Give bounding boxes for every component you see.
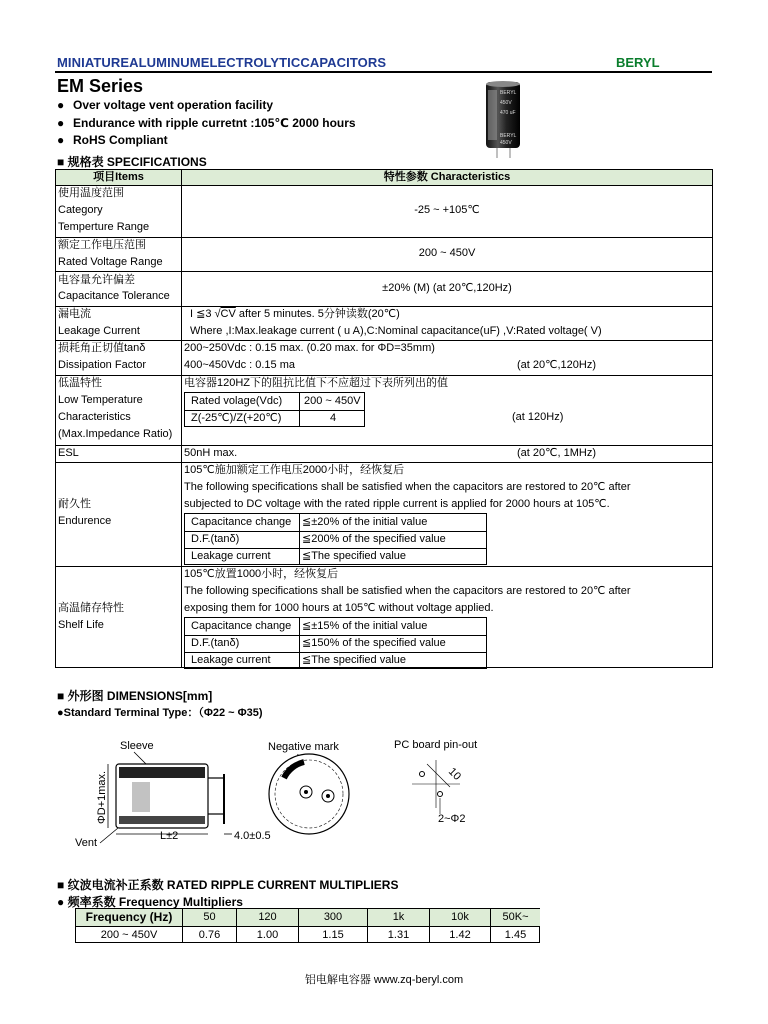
- shelf-note-2: exposing them for 1000 hours at 105℃ without voltage applied.: [184, 602, 494, 614]
- photo-voltage: 450V: [500, 100, 512, 106]
- lowtemp-header-rated: Rated volage(Vdc): [191, 395, 283, 407]
- column-divider: [181, 170, 182, 667]
- endurance-note-cn: 105℃施加额定工作电压2000小时，经恢复后: [184, 464, 405, 476]
- multiplier-value: 1.00: [256, 929, 279, 941]
- specifications-table: [55, 169, 713, 668]
- frequency-header: 120: [237, 909, 298, 926]
- specifications-heading: ■ 规格表 SPECIFICATIONS: [57, 155, 207, 169]
- endurance-row-value: ≦200% of the specified value: [302, 533, 446, 545]
- bullet-icon: ●: [57, 98, 65, 112]
- leakage-formula-b: CV: [220, 308, 236, 320]
- leakage-formula: [190, 306, 400, 323]
- frequency-table: [75, 908, 540, 943]
- lowtemp-ratio-label: Z(-25℃)/Z(+20℃): [191, 412, 282, 424]
- multiplier-value: 1.42: [449, 929, 471, 941]
- multiplier-value: 1.45: [504, 929, 527, 941]
- shelf-label-cn: 高温储存特性: [58, 602, 124, 614]
- leakage-formula-c: after 5 minutes. 5分钟读数(20℃): [235, 308, 400, 320]
- dissipation-label: Dissipation Factor: [58, 359, 147, 371]
- shelf-subtable: [184, 617, 487, 669]
- tolerance-value: ±20% (M) (at 20℃,120Hz): [382, 282, 512, 294]
- endurance-label: Endurence: [58, 515, 112, 527]
- lowtemp-label-2: Characteristics: [58, 411, 131, 423]
- endurance-row-value: ≦The specified value: [302, 550, 406, 562]
- dissipation-condition: (at 20℃,120Hz): [517, 359, 596, 371]
- diameter-label: ΦD+1max.: [96, 770, 108, 824]
- dissipation-value-2: 400~450Vdc : 0.15 ma: [184, 359, 295, 371]
- negative-mark-label: Negative mark: [268, 741, 339, 753]
- frequency-header-label: Frequency (Hz): [76, 909, 182, 926]
- esl-condition: (at 20℃, 1MHz): [517, 447, 596, 459]
- lowtemp-label: Low Temperature: [58, 394, 143, 406]
- endurance-row-key: Leakage current: [191, 550, 271, 562]
- terminal-type: ●Standard Terminal Type：（Φ22 ~ Φ35): [57, 707, 263, 719]
- photo-brand-2: BERYL: [500, 133, 517, 139]
- lowtemp-subtable: [184, 392, 365, 427]
- voltage-label: Rated Voltage Range: [58, 256, 163, 268]
- photo-brand: BERYL: [500, 90, 517, 96]
- catalog-title: MINIATUREALUMINUMELECTROLYTICCAPACITORS: [57, 55, 387, 70]
- endurance-note-1: The following specifications shall be satisfied when the capacitors are restored to 20℃ after: [184, 481, 631, 493]
- feature-text: Over voltage vent operation facility: [73, 98, 274, 112]
- feature-item: [57, 98, 273, 112]
- frequency-header: 10k: [430, 909, 490, 926]
- capacitor-photo: [483, 80, 525, 160]
- footer-text: 铝电解电容器 www.zq-beryl.com: [304, 974, 464, 986]
- bullet-icon: ●: [57, 133, 65, 147]
- length-label: L±2: [160, 830, 179, 842]
- column-header-characteristics: 特性参数 Characteristics: [182, 170, 712, 185]
- esl-value: 50nH max.: [184, 447, 238, 459]
- dimensions-heading: ■ 外形图 DIMENSIONS[mm]: [57, 689, 213, 703]
- endurance-label-cn: 耐久性: [58, 498, 91, 510]
- shelf-label: Shelf Life: [58, 619, 104, 631]
- endurance-row-key: Capacitance change: [191, 516, 292, 528]
- leakage-label-cn: 漏电流: [58, 308, 91, 320]
- holes-label: 2~Φ2: [438, 813, 466, 825]
- multiplier-value: 0.76: [198, 929, 221, 941]
- dimension-drawing: [72, 734, 502, 854]
- voltage-label-cn: 额定工作电压范围: [58, 239, 146, 251]
- vent-label: Vent: [75, 837, 98, 849]
- tolerance-label-cn: 电容量允许偏差: [58, 274, 135, 286]
- voltage-value: 200 ~ 450V: [418, 247, 476, 259]
- multiplier-row-label: 200 ~ 450V: [100, 929, 158, 941]
- lowtemp-note: 电容器120HZ下的阻抗比值下不应超过下表所列出的值: [184, 377, 449, 389]
- header-divider: [55, 71, 712, 73]
- bullet-icon: ●: [57, 116, 65, 130]
- esl-label: ESL: [58, 447, 79, 459]
- sleeve-label: Sleeve: [120, 740, 154, 752]
- category-value: -25 ~ +105℃: [414, 204, 480, 216]
- endurance-note-2: subjected to DC voltage with the rated ripple current is applied for 2000 hours at 105℃.: [184, 498, 610, 510]
- feature-item: [57, 116, 356, 130]
- category-label-2: Temperture Range: [58, 221, 150, 233]
- lowtemp-label-3: (Max.Impedance Ratio): [58, 428, 173, 440]
- lowtemp-header-range: 200 ~ 450V: [304, 395, 361, 407]
- column-header-items: 项目Items: [56, 170, 181, 185]
- feature-text: Endurance with ripple curretnt :105℃ 2000 hours: [73, 116, 356, 130]
- shelf-row-value: ≦The specified value: [302, 654, 406, 666]
- photo-capacitance: 470 uF: [500, 110, 516, 116]
- lead-length-label: 4.0±0.5: [234, 830, 271, 842]
- lowtemp-label-cn: 低温特性: [58, 377, 102, 389]
- leakage-where: Where ,I:Max.leakage current ( u A),C:Nominal capacitance(uF) ,V:Rated voltage( V): [190, 325, 602, 337]
- multiplier-value: 1.15: [322, 929, 344, 941]
- endurance-row-key: D.F.(tanδ): [191, 533, 240, 545]
- lowtemp-ratio-value: 4: [329, 412, 337, 424]
- brand-name: BERYL: [616, 55, 660, 70]
- tolerance-label: Capacitance Tolerance: [58, 290, 170, 302]
- leakage-formula-a: I ≦3 √: [190, 308, 221, 320]
- pitch-label: 10: [445, 765, 464, 783]
- shelf-row-key: D.F.(tanδ): [191, 637, 240, 649]
- feature-text: RoHS Compliant: [73, 133, 168, 147]
- ripple-heading: ■ 纹波电流补正系数 RATED RIPPLE CURRENT MULTIPLIERS: [57, 878, 399, 892]
- shelf-row-key: Capacitance change: [191, 620, 292, 632]
- category-label: Category: [58, 204, 103, 216]
- shelf-row-key: Leakage current: [191, 654, 271, 666]
- dissipation-label-cn: 损耗角正切值tanδ: [58, 342, 146, 354]
- endurance-subtable: [184, 513, 487, 565]
- leakage-label: Leakage Current: [58, 325, 140, 337]
- shelf-row-value: ≦±15% of the initial value: [302, 620, 428, 632]
- frequency-multipliers-heading: ● 频率系数 Frequency Multipliers: [57, 895, 243, 909]
- lowtemp-condition: (at 120Hz): [512, 411, 564, 423]
- multiplier-value: 1.31: [387, 929, 410, 941]
- frequency-header: 50K~: [491, 909, 540, 926]
- dissipation-value-1: 200~250Vdc : 0.15 max. (0.20 max. for ΦD=35mm): [184, 342, 435, 354]
- frequency-header: 300: [299, 909, 367, 926]
- shelf-note-1: The following specifications shall be satisfied when the capacitors are restored to 20℃ after: [184, 585, 631, 597]
- shelf-row-value: ≦150% of the specified value: [302, 637, 446, 649]
- frequency-header: 50: [183, 909, 236, 926]
- pcboard-label: PC board pin-out: [394, 739, 478, 751]
- frequency-header: 1k: [368, 909, 429, 926]
- endurance-row-value: ≦±20% of the initial value: [302, 516, 428, 528]
- photo-voltage-2: 450V: [500, 140, 512, 146]
- shelf-note-cn: 105℃放置1000小时，经恢复后: [184, 568, 339, 580]
- category-label-cn: 使用温度范围: [58, 187, 124, 199]
- feature-item: [57, 133, 168, 147]
- series-title: EM Series: [57, 76, 144, 96]
